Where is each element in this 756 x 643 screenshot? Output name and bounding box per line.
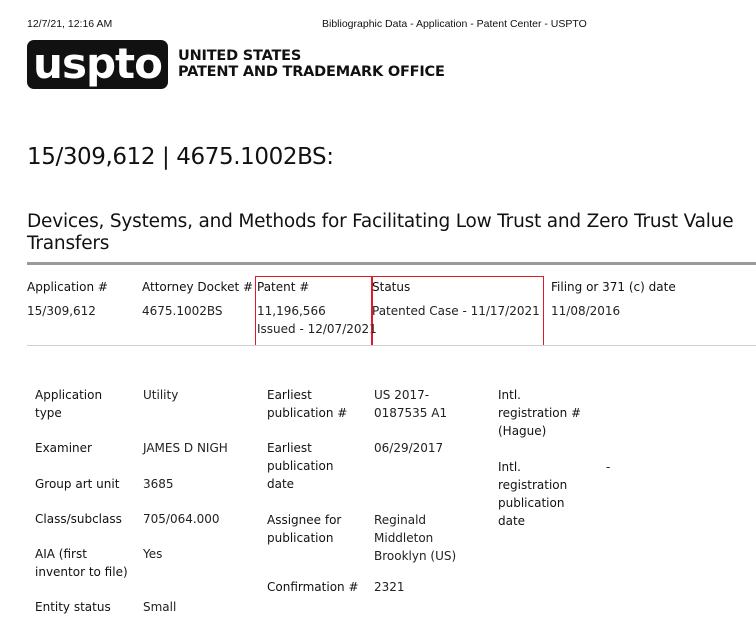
application-number-label: Application # bbox=[27, 280, 108, 294]
group-art-unit-value: 3685 bbox=[143, 477, 174, 491]
filing-date-label: Filing or 371 (c) date bbox=[551, 280, 676, 294]
class-subclass-label: Class/subclass bbox=[35, 512, 122, 526]
attorney-docket-label: Attorney Docket # bbox=[142, 280, 254, 294]
application-type-label: Application type bbox=[35, 388, 103, 420]
patent-issued-date: Issued - 12/07/2021 bbox=[257, 322, 377, 336]
attorney-docket-value: 4675.1002BS bbox=[142, 304, 223, 318]
class-subclass-value: 705/064.000 bbox=[143, 512, 220, 526]
entity-status-label: Entity status bbox=[35, 600, 111, 614]
filing-date-value: 11/08/2016 bbox=[551, 304, 621, 318]
confirmation-number-label: Confirmation # bbox=[267, 580, 359, 594]
earliest-publication-date-label: Earliest publication date bbox=[267, 441, 334, 491]
office-name-line2: PATENT AND TRADEMARK OFFICE bbox=[178, 64, 445, 80]
entity-status-value: Small bbox=[143, 600, 177, 614]
summary-divider bbox=[27, 345, 756, 346]
office-name-line1: UNITED STATES bbox=[178, 48, 302, 64]
assignee-value: Reginald Middleton Brooklyn (US) bbox=[374, 513, 457, 563]
logo-text: uspto bbox=[33, 39, 162, 88]
patent-number-label: Patent # bbox=[257, 280, 310, 294]
confirmation-number-value: 2321 bbox=[374, 580, 405, 594]
title-divider bbox=[27, 262, 756, 265]
earliest-publication-date-value: 06/29/2017 bbox=[374, 441, 444, 455]
application-type-value: Utility bbox=[143, 388, 179, 402]
examiner-value: JAMES D NIGH bbox=[143, 441, 228, 455]
application-heading: 15/309,612 | 4675.1002BS: bbox=[27, 144, 334, 170]
print-timestamp: 12/7/21, 12:16 AM bbox=[27, 18, 113, 30]
print-page-title: Bibliographic Data - Application - Patent Center - USPTO bbox=[322, 18, 587, 30]
aia-label: AIA (first inventor to file) bbox=[35, 547, 128, 579]
earliest-publication-number-value: US 2017-0187535 A1 bbox=[374, 388, 448, 420]
uspto-logo[interactable] bbox=[27, 40, 168, 89]
examiner-label: Examiner bbox=[35, 441, 92, 455]
intl-registration-publication-date-label: Intl. registration publication date bbox=[498, 460, 568, 528]
application-number-value: 15/309,612 bbox=[27, 304, 96, 318]
intl-registration-publication-date-value: - bbox=[606, 460, 611, 474]
assignee-label: Assignee for publication bbox=[267, 513, 342, 545]
earliest-publication-number-label: Earliest publication # bbox=[267, 388, 348, 420]
patent-number-value: 11,196,566 bbox=[257, 304, 326, 318]
status-label: Status bbox=[372, 280, 411, 294]
intl-registration-number-label: Intl. registration # (Hague) bbox=[498, 388, 582, 438]
status-value: Patented Case - 11/17/2021 bbox=[372, 304, 540, 318]
application-title: Devices, Systems, and Methods for Facilitating Low Trust and Zero Trust Value Transfers bbox=[27, 211, 734, 254]
aia-value: Yes bbox=[143, 547, 163, 561]
group-art-unit-label: Group art unit bbox=[35, 477, 120, 491]
